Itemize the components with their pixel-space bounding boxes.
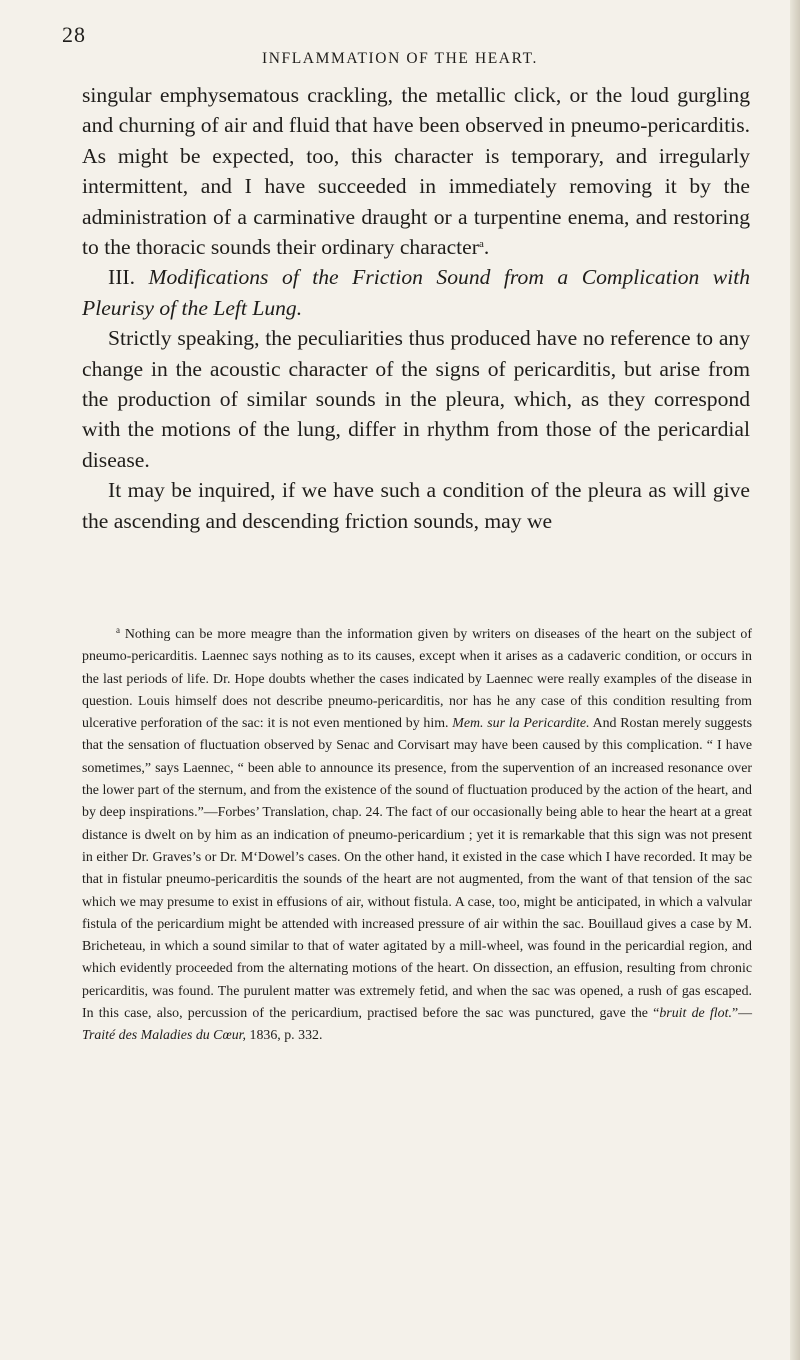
body-text <box>82 80 750 536</box>
citation: Mem. sur la Pericardite. <box>452 716 590 732</box>
citation: bruit de flot. <box>659 1006 732 1022</box>
paragraph: Strictly speaking, the peculiarities thus produced have no reference to any change in the acoustic character of the signs of pericarditis, but arise from the production of similar sounds in the pleura, which, as they correspond with the motions of the lung, differ in rhythm from those of the pericardial disease. <box>82 326 750 472</box>
footnote: $^a$ Nothing can be more meagre than the information given by writers on diseases of the heart on the subject of pneumo-pericarditis. Laennec says nothing as to its causes, except when it arises as a cadaveric condition, or occurs in the last periods of life. Dr. Hope doubts whether the cases indicated by Laennec were really examples of the disease in question. Louis himself does not describe pneumo-pericarditis, nor has he any case of this condition resulting from ulcerative perforation of the sac: it is not even mentioned by him. Mem. sur la Pericardite. And Rostan merely suggests that the sensation of fluctuation observed by Senac and Corvisart may have been caused by this complication. “ I have sometimes,” says Laennec, “ been able to announce its presence, from the supervention of an increased resonance over the lower part of the sternum, and from the existence of the sound of fluctuation produced by the action of the heart, and by deep inspirations.”—Forbes’ Translation, chap. 24. The fact of our occasionally being able to hear the heart at a great distance is dwelt on by him as an indication of pneumo-pericardium ; yet it is remarkable that this sign was not present in either Dr. Graves’s or Dr. M‘Dowel’s cases. On the other hand, it existed in the case which I have recorded. It may be that in fistular pneumo-pericarditis the sounds of the heart are not augmented, from the want of that tension of the sac which we may presume to exist in effusions of air, without fistula. A case, too, might be anticipated, in which a valvular fistula of the pericardium might be attended with increased pressure of air within the sac. Bouillaud gives a case by M. Bricheteau, in which a sound similar to that of water agitated by a mill-wheel, was found in the pericardial region, and which evidently proceeded from the alternating motions of the heart. On dissection, an effusion, resulting from chronic pericarditis, was found. The purulent matter was extremely fetid, and when the sac was opened, a rush of gas escaped. In this case, also, percussion of the pericardium, practised before the sac was punctured, gave the “bruit de flot.”—Traité des Maladies du Cœur, 1836, p. 332. <box>82 625 752 1044</box>
paragraph: It may be inquired, if we have such a condition of the pleura as will give the ascending and descending friction sounds, may we <box>82 478 750 533</box>
page-number: 28 <box>62 22 86 47</box>
page-edge <box>790 0 800 1360</box>
section-number: III. <box>108 265 135 290</box>
footnote-reference: a <box>478 238 484 251</box>
running-head: INFLAMMATION OF THE HEART. <box>261 50 539 67</box>
section-title: Modifications of the Friction Sound from a Complication with Pleurisy of the Left Lung. <box>82 265 750 320</box>
paragraph-continued: singular emphysematous crackling, the metallic click, or the loud gurgling and churning of air and fluid that have been observed in pneumo-pericarditis. As might be expected, too, this character is temporary, and irregularly intermittent, and I have succeeded in immediately removing it by the administration of a carminative draught or a turpentine enema, and restoring to the thoracic sounds their ordinary character$^a$. <box>82 83 750 260</box>
section-heading <box>82 262 750 323</box>
footnote-marker: a <box>116 625 120 635</box>
citation: Traité des Maladies du Cœur, <box>82 1028 247 1044</box>
